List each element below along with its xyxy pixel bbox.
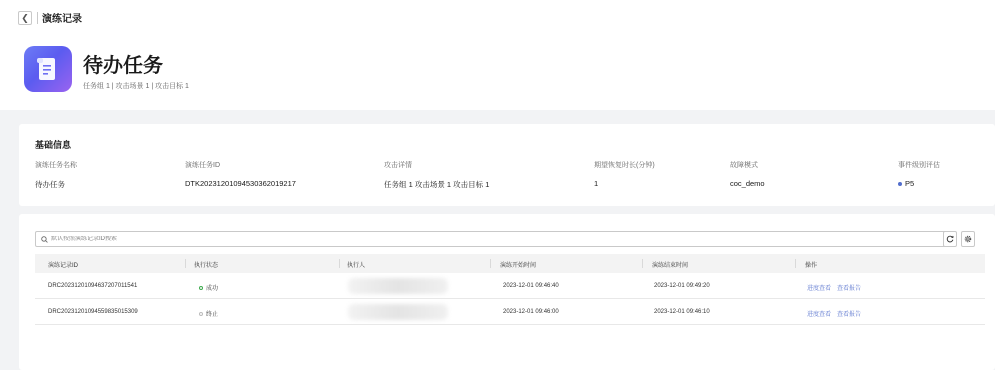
actions-cell [807,309,867,318]
status-success-icon [199,286,203,290]
column-header-executor: 执行人 [347,263,366,269]
field-label-fault-mode: 故障模式 [730,162,758,169]
field-label-attack-detail: 攻击详情 [384,162,412,169]
refresh-button[interactable] [943,231,957,247]
start-time: 2023-12-01 09:46:40 [503,283,559,289]
back-button[interactable] [18,11,32,25]
page-header [0,0,995,110]
table-row [35,299,985,325]
table-header [35,254,985,273]
executor-redacted [348,304,448,320]
status-cell [199,283,218,292]
view-report-link[interactable]: 查看报告 [837,312,862,318]
field-value-attack-detail: 任务组 1 攻击场景 1 攻击目标 1 [384,180,490,189]
event-level-text: P5 [905,179,915,188]
table-row [35,273,985,299]
column-divider [795,259,796,268]
field-value-task-name: 待办任务 [35,180,65,189]
end-time: 2023-12-01 09:46:10 [654,309,710,315]
field-value-fault-mode: coc_demo [730,179,765,188]
executor-redacted [348,278,448,294]
end-time: 2023-12-01 09:49:20 [654,283,710,289]
search-input[interactable] [51,236,931,242]
page-title: 待办任务 [83,55,163,77]
field-label-task-id: 演练任务ID [185,162,220,169]
section-title: 基础信息 [35,140,72,150]
settings-button[interactable] [961,231,975,247]
record-id: DRC20231201094637207011541 [48,283,138,289]
chevron-left-icon: ❮ [21,12,29,23]
records-card [19,214,995,370]
field-label-task-name: 演练任务名称 [35,162,77,169]
search-box[interactable] [35,231,955,247]
field-value-recovery-duration: 1 [594,179,599,188]
column-header-actions: 操作 [805,263,818,269]
field-value-event-level [898,179,914,188]
record-id: DRC20231201094559835015309 [48,309,138,315]
field-label-recovery-duration: 期望恢复时长(分钟) [594,162,655,169]
refresh-icon [946,230,954,248]
scroll-document-icon [24,46,72,92]
page-subtitle: 任务组 1 | 攻击场景 1 | 攻击目标 1 [83,83,189,90]
status-text: 成功 [206,286,219,292]
column-divider [185,259,186,268]
view-report-link[interactable]: 查看报告 [837,286,862,292]
status-text: 终止 [206,312,219,318]
column-header-status: 执行状态 [194,263,219,269]
basic-info-card [19,124,995,206]
status-terminated-icon [199,312,203,316]
view-progress-link[interactable]: 进度查看 [807,312,832,318]
start-time: 2023-12-01 09:46:00 [503,309,559,315]
breadcrumb-divider [37,12,38,24]
actions-cell [807,283,867,292]
status-cell [199,309,218,318]
gear-icon [964,230,972,248]
column-header-end-time: 演练结束时间 [652,263,689,269]
column-divider [339,259,340,268]
level-dot-icon [898,182,902,186]
column-header-record-id: 演练记录ID [48,263,79,269]
view-progress-link[interactable]: 进度查看 [807,286,832,292]
field-label-event-level: 事件级别评估 [898,162,940,169]
column-header-start-time: 演练开始时间 [500,263,537,269]
column-divider [642,259,643,268]
search-icon [41,230,48,248]
column-divider [490,259,491,268]
records-table [35,254,985,325]
breadcrumb-title: 演练记录 [42,14,82,25]
field-value-task-id: DTK20231201094530362019217 [185,179,296,188]
